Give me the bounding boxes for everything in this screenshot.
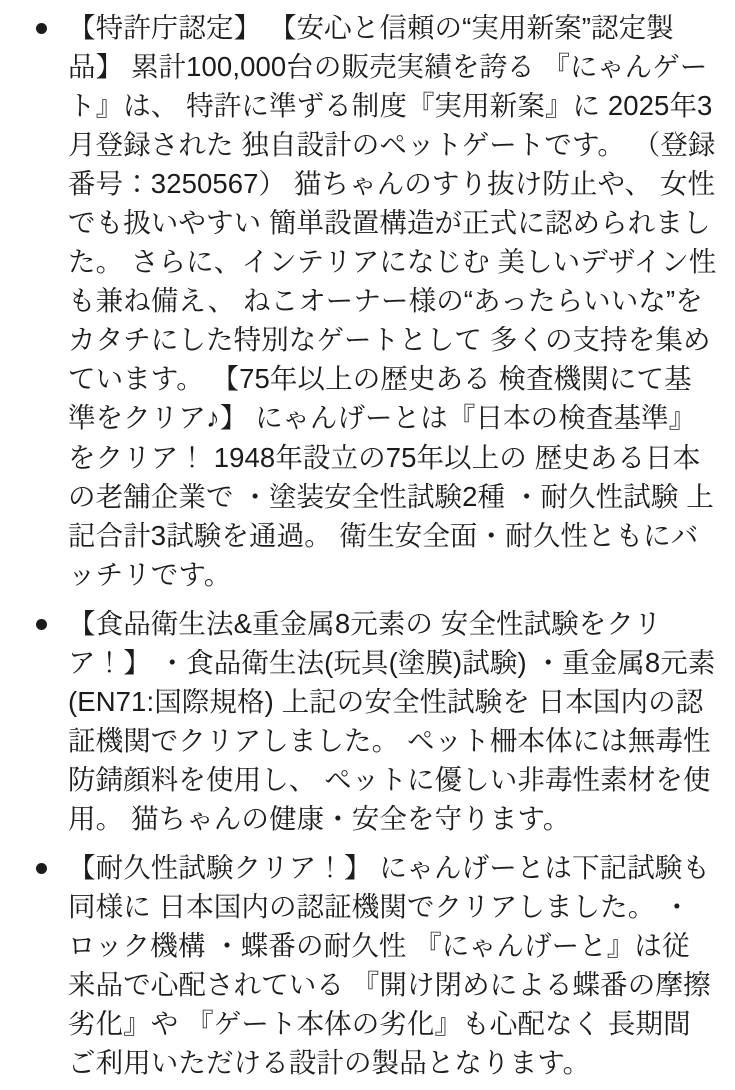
list-item-text: 【特許庁認定】 【安心と信頼の“実用新案”認定製品】 累計100,000台の販売実績を誇る 『にゃんゲート』は、 特許に準ずる制度『実用新案』に 2025年3月登録された 独自設計のペットゲートです。 （登録番号：3250567） 猫ちゃんのすり抜け防止や、 女性でも扱いやすい 簡単設置構造が正式に認められました。 さらに、インテリアになじむ 美しいデザイン性も兼ね備え、 ねこオーナー様の“あったらいいな”を カタチにした特別なゲートとして 多くの支持を集めています。 【75年以上の歴史ある 検査機関にて基準をクリア♪】 にゃんげーとは『日本の検査基準』をクリア！ 1948年設立の75年以上の 歴史ある日本の老舗企業で ・塗装安全性試験2種 ・耐久性試験 上記合計3試験を通過。 衛生安全面・耐久性ともにバッチリです。 (68, 12, 717, 590)
list-item (10, 604, 717, 838)
feature-bullet-list (10, 8, 717, 1082)
list-item-text: 【食品衛生法&重金属8元素の 安全性試験をクリア！】 ・食品衛生法(玩具(塗膜)試験) ・重金属8元素(EN71:国際規格) 上記の安全性試験を 日本国内の認証機関でクリアしました。 ペット柵本体には無毒性防錆顔料を使用し、 ペットに優しい非毒性素材を使用。 猫ちゃんの健康・安全を守ります。 (68, 607, 716, 834)
list-item-text: 【耐久性試験クリア！】 にゃんげーとは下記試験も同様に 日本国内の認証機関でクリアしました。 ・ロック機構 ・蝶番の耐久性 『にゃんげーと』は従来品で心配されている 『開け閉めによる蝶番の摩擦劣化』や 『ゲート本体の劣化』も心配なく 長期間ご利用いただける設計の製品となります。 (68, 851, 711, 1079)
bullet-icon (36, 23, 47, 34)
list-item (10, 848, 717, 1082)
bullet-icon (36, 619, 47, 630)
bullet-icon (36, 863, 47, 874)
list-item (10, 8, 717, 594)
